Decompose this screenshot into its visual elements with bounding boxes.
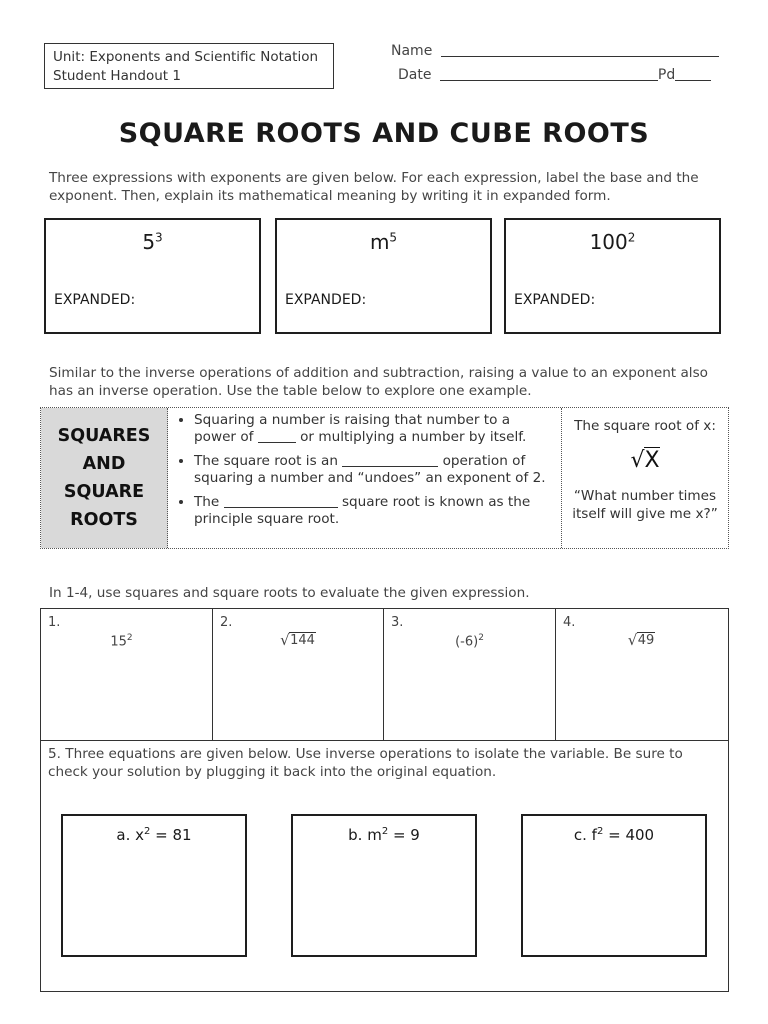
- problem-5-text: 5. Three equations are given below. Use inverse operations to isolate the variable. Be sure to check your solution by plugging it back into the original equation.: [48, 746, 683, 780]
- expression-box-1[interactable]: [44, 218, 261, 334]
- equation-box-b[interactable]: [291, 814, 477, 957]
- problem-grid: [40, 608, 729, 992]
- square-root-title: The square root of x:: [574, 418, 716, 434]
- pd-label: Pd: [657, 67, 676, 83]
- note-bullet-3: • The square root is known as the principle square root.: [194, 494, 553, 528]
- equation-b: b. $m^2 = 9$: [348, 826, 420, 844]
- problem-1-expression: $15^2$: [110, 633, 133, 650]
- problem-3-expression: $(-6)^2$: [455, 633, 484, 650]
- expanded-label-2: EXPANDED:: [285, 292, 367, 308]
- page-title: SQUARE ROOTS AND CUBE ROOTS: [118, 118, 650, 149]
- squares-table-notes: [168, 408, 562, 548]
- unit-box: [44, 43, 334, 89]
- radical-icon: √: [627, 631, 638, 649]
- name-field[interactable]: [391, 42, 719, 59]
- equation-c: c. $f^2 = 400$: [573, 826, 655, 844]
- blank-principal[interactable]: [224, 494, 338, 508]
- expression-2: $m^5$: [369, 230, 398, 254]
- radical-x: √X: [630, 448, 660, 473]
- problem-4-expression: √ 49: [627, 631, 655, 649]
- date-field[interactable]: [398, 66, 711, 83]
- equation-box-c[interactable]: [521, 814, 707, 957]
- expression-3: $100^2$: [589, 230, 636, 254]
- evaluate-paragraph: In 1-4, use squares and square roots to evaluate the given expression.: [49, 585, 530, 601]
- expanded-label-3: EXPANDED:: [514, 292, 596, 308]
- problem-cell-3[interactable]: 3. $(-6)^2$: [384, 609, 556, 741]
- expression-box-3[interactable]: [504, 218, 721, 334]
- square-root-question: “What number times itself will give me x?”: [572, 488, 718, 522]
- blank-power[interactable]: [258, 429, 296, 443]
- equation-box-a[interactable]: [61, 814, 247, 957]
- blank-inverse[interactable]: [342, 453, 438, 467]
- name-line[interactable]: [441, 42, 719, 57]
- problem-cell-1[interactable]: 1. $15^2$: [41, 609, 213, 741]
- name-label: Name: [391, 43, 433, 59]
- problem-cell-4[interactable]: 4. √ 49: [556, 609, 727, 741]
- expression-box-2[interactable]: [275, 218, 492, 334]
- expanded-label-1: EXPANDED:: [54, 292, 136, 308]
- expression-1: $5^3$: [142, 230, 163, 254]
- squares-table-heading: SQUARES AND SQUARE ROOTS: [41, 408, 168, 548]
- note-bullet-2: • The square root is an operation of squaring a number and “undoes” an exponent of 2.: [194, 453, 553, 487]
- note-bullet-1: • Squaring a number is raising that number to a power of or multiplying a number by itself.: [194, 412, 553, 446]
- problem-cell-2[interactable]: 2. √ 144: [213, 609, 384, 741]
- grid-divider: [41, 740, 728, 741]
- date-line[interactable]: [440, 66, 658, 81]
- square-root-definition: [562, 408, 728, 548]
- pd-line[interactable]: [675, 66, 711, 81]
- radical-icon: √: [630, 448, 645, 473]
- radical-icon: √: [280, 631, 290, 649]
- squares-table: [40, 407, 729, 549]
- unit-title: Unit: Exponents and Scientific Notation: [53, 49, 319, 65]
- handout-label: Student Handout 1: [53, 68, 181, 84]
- inverse-paragraph: Similar to the inverse operations of addition and subtraction, raising a value to an exponent also has an inverse operation. Use the table below to explore one example.: [49, 365, 708, 399]
- problem-2-expression: √ 144: [280, 631, 315, 649]
- date-label: Date: [398, 67, 432, 83]
- intro-paragraph: Three expressions with exponents are given below. For each expression, label the base and the exponent. Then, explain its mathematical meaning by writing it in expanded form.: [49, 170, 699, 204]
- equation-a: a. $x^2 = 81$: [116, 826, 192, 844]
